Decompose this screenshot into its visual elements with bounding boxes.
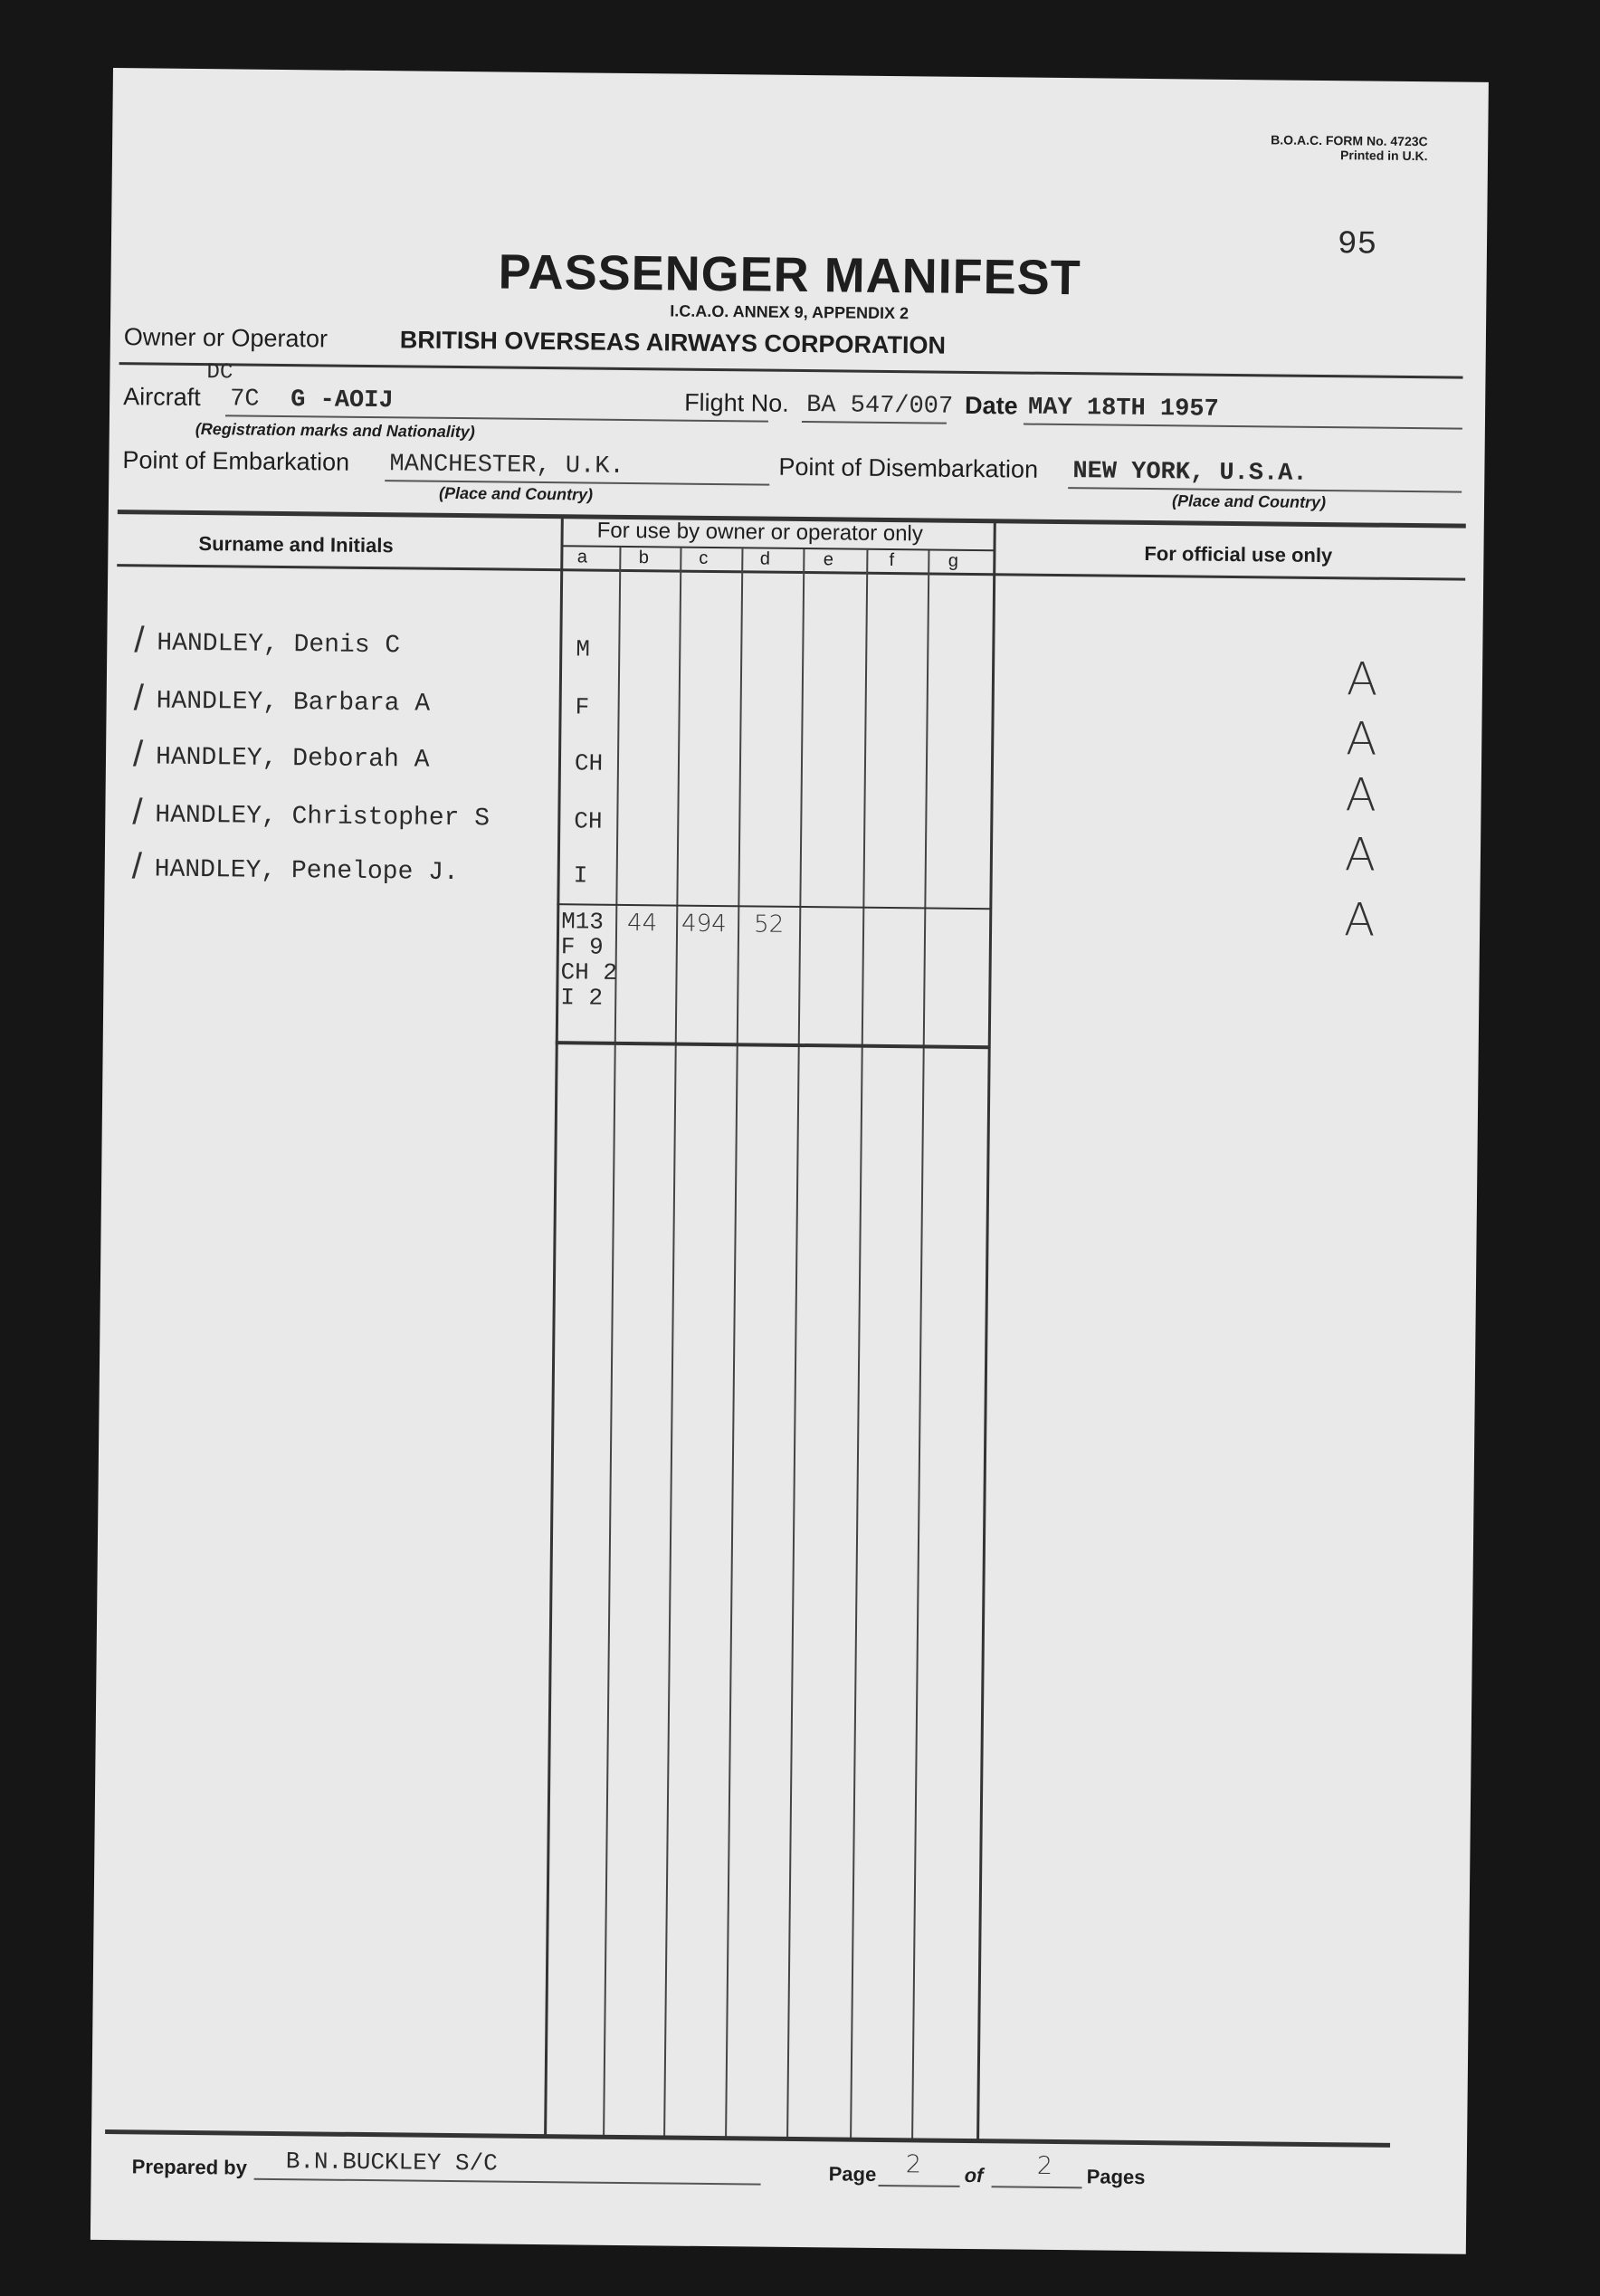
- total-d: 52: [753, 910, 785, 938]
- of-label: of: [964, 2163, 984, 2187]
- col-line: [544, 516, 564, 2136]
- total-line: M13: [560, 908, 605, 936]
- tick-mark: /: [133, 678, 145, 719]
- flight-underline: [802, 421, 947, 424]
- official-mark: A: [1344, 828, 1376, 881]
- prepared-value: B.N.BUCKLEY S/C: [285, 2148, 498, 2177]
- rule: [119, 362, 1463, 379]
- embarkation-caption: (Place and Country): [438, 483, 594, 504]
- page-number: 95: [1337, 225, 1377, 263]
- page-label: Page: [828, 2162, 877, 2186]
- official-header: For official use only: [1144, 541, 1333, 567]
- passenger-class: F: [575, 693, 590, 721]
- col-g-header: g: [948, 550, 959, 571]
- form-number-text: B.O.A.C. FORM No. 4723C: [1271, 132, 1428, 149]
- col-line: [786, 549, 805, 2139]
- tick-mark: /: [131, 846, 143, 887]
- manifest-sheet: [90, 68, 1489, 2254]
- tick-mark: /: [132, 734, 144, 775]
- passenger-class: CH: [574, 749, 604, 777]
- page-underline: [879, 2185, 960, 2187]
- passenger-name: HANDLEY, Penelope J.: [154, 855, 459, 888]
- aircraft-registration: G -AOIJ: [290, 386, 394, 415]
- col-line: [663, 548, 681, 2138]
- col-b-header: b: [638, 548, 650, 568]
- totals-class-breakdown: [560, 909, 618, 1011]
- passenger-name: HANDLEY, Deborah A: [155, 743, 430, 775]
- form-number: [1271, 132, 1428, 163]
- disembarkation-caption: (Place and Country): [1171, 491, 1327, 512]
- operator-header: For use by owner or operator only: [596, 518, 923, 547]
- col-line: [850, 550, 868, 2139]
- total-c: 494: [681, 910, 727, 938]
- aircraft-caption: (Registration marks and Nationality): [195, 419, 475, 442]
- embarkation-label: Point of Embarkation: [122, 446, 350, 476]
- col-f-header: f: [889, 550, 895, 571]
- of-value: 2: [1036, 2151, 1053, 2180]
- total-b: 44: [626, 910, 658, 938]
- surname-header: Surname and Initials: [198, 532, 394, 557]
- passenger-class: M: [576, 635, 591, 663]
- total-line: F 9: [560, 933, 604, 961]
- col-c-header: c: [699, 548, 709, 568]
- disembarkation-label: Point of Disembarkation: [778, 453, 1039, 483]
- document-title: PASSENGER MANIFEST: [498, 244, 1081, 306]
- total-line: CH 2: [560, 958, 618, 986]
- total-line: I 2: [560, 984, 604, 1012]
- official-mark: A: [1345, 768, 1377, 822]
- official-mark: A: [1346, 653, 1378, 706]
- passenger-class: CH: [574, 807, 603, 835]
- passenger-name: HANDLEY, Denis C: [157, 629, 401, 661]
- page-value: 2: [905, 2150, 922, 2179]
- passenger-name: HANDLEY, Christopher S: [155, 801, 490, 834]
- aircraft-type: 7C: [230, 386, 260, 414]
- tick-mark: /: [134, 620, 145, 661]
- col-d-header: d: [759, 548, 771, 569]
- date-underline: [1024, 424, 1462, 430]
- flight-value: BA 547/007: [805, 392, 954, 421]
- footer-rule: [105, 2129, 1390, 2148]
- col-line: [725, 548, 743, 2138]
- disembarkation-value: NEW YORK, U.S.A.: [1072, 458, 1308, 488]
- of-underline: [992, 2186, 1082, 2188]
- official-mark: A: [1343, 893, 1376, 947]
- passenger-name: HANDLEY, Barbara A: [156, 687, 431, 719]
- embarkation-value: MANCHESTER, U.K.: [389, 451, 624, 481]
- col-line: [976, 520, 996, 2140]
- aircraft-type-prefix: DC: [206, 360, 233, 386]
- col-a-header: a: [576, 547, 588, 567]
- flight-label: Flight No.: [684, 388, 789, 417]
- owner-label: Owner or Operator: [123, 323, 329, 353]
- date-label: Date: [964, 391, 1018, 420]
- owner-value: BRITISH OVERSEAS AIRWAYS CORPORATION: [399, 326, 947, 359]
- tick-mark: /: [132, 792, 143, 833]
- passenger-class: I: [573, 862, 588, 890]
- col-line: [911, 550, 929, 2139]
- document-subtitle: I.C.A.O. ANNEX 9, APPENDIX 2: [670, 301, 910, 323]
- col-e-header: e: [823, 549, 834, 570]
- col-line: [603, 548, 621, 2137]
- aircraft-label: Aircraft: [123, 383, 201, 412]
- date-value: MAY 18TH 1957: [1027, 394, 1219, 424]
- prepared-underline: [254, 2178, 761, 2186]
- official-mark: A: [1346, 712, 1377, 766]
- prepared-label: Prepared by: [131, 2155, 248, 2179]
- printed-in-text: Printed in U.K.: [1339, 148, 1428, 164]
- pages-label: Pages: [1086, 2165, 1146, 2189]
